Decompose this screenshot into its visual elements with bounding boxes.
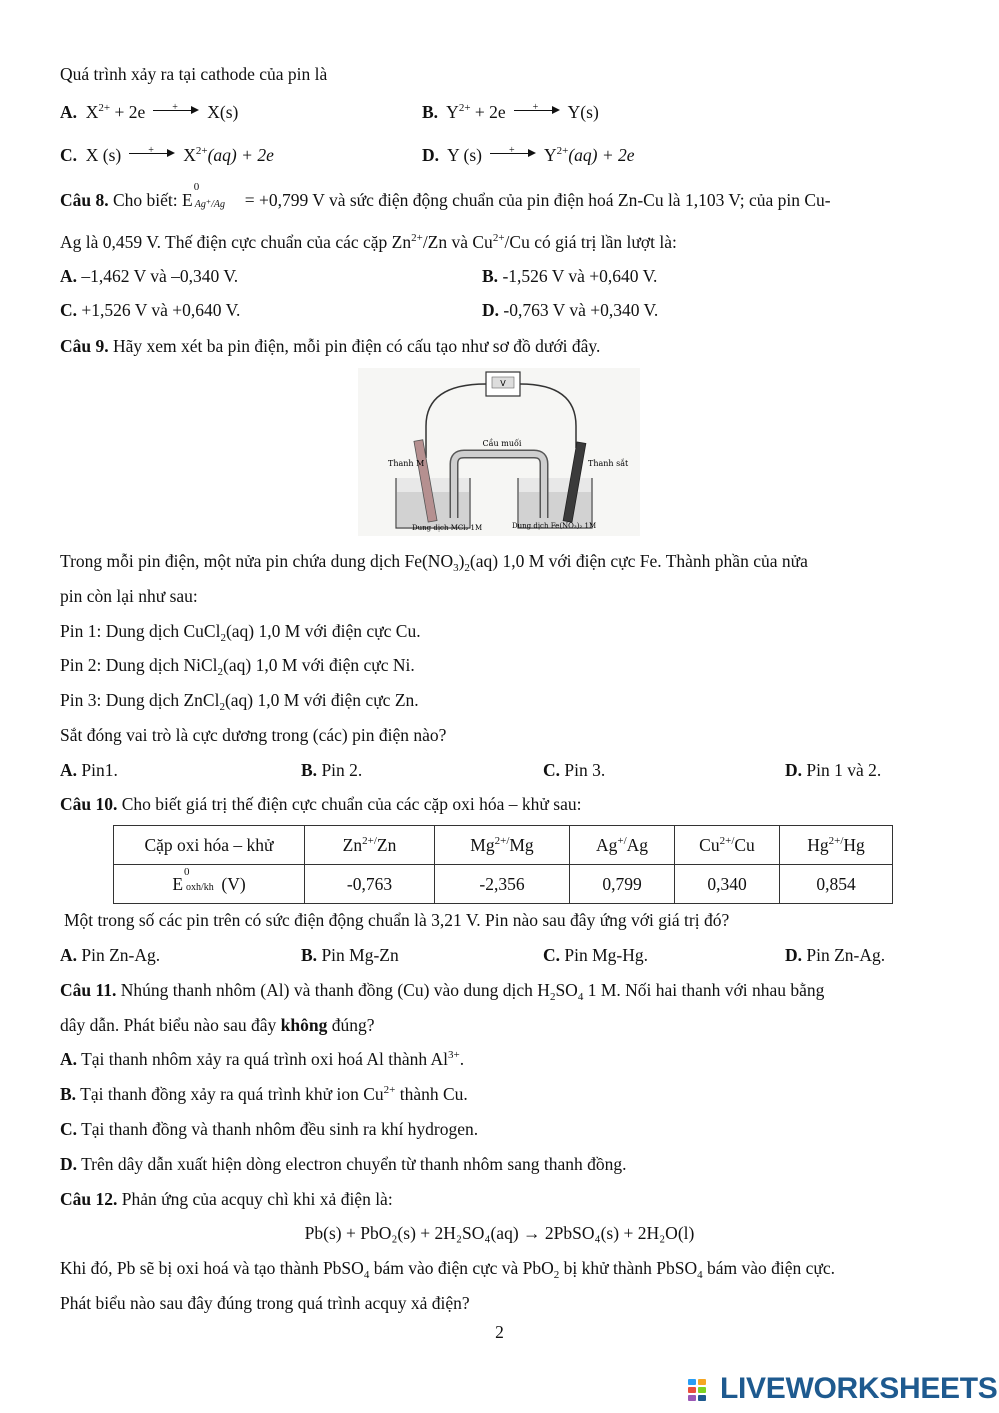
table-row (114, 826, 893, 865)
q9-stem: Câu 9. Hãy xem xét ba pin điện, mỗi pin điện có cấu tạo như sơ đồ dưới đây. (60, 336, 601, 356)
brand-name: LIVEWORKSHEETS (720, 1372, 998, 1405)
table-cell: 0,799 (570, 865, 675, 904)
q11-option-c[interactable]: C. Tại thanh đồng và thanh nhôm đều sinh ra khí hydrogen. (60, 1119, 479, 1139)
q12-equation: Pb(s) + PbO₂(s) + 2H₂SO₄(aq) → 2PbSO₄(s) + 2H₂O(l) (304, 1223, 695, 1243)
q8-label: Câu 8. (60, 190, 109, 210)
q9-pin-3: Pin 3: Dung dịch ZnCl$_2$(aq) 1,0 M với điện cực Zn. (60, 690, 419, 713)
redox-potential-table (113, 825, 893, 904)
table-cell: 0,854 (780, 865, 893, 904)
q8-option-d[interactable]: D. -0,763 V và +0,340 V. (482, 300, 659, 320)
q7-option-d[interactable]: D. Y (s) + $Y^{2+}(aq) + 2e$ (422, 145, 635, 165)
q7-stem: Quá trình xảy ra tại cathode của pin là (60, 64, 328, 84)
q11-option-d[interactable]: D. Trên dây dẫn xuất hiện dòng electron chuyển từ thanh nhôm sang thanh đồng. (60, 1154, 627, 1174)
q11-option-a[interactable]: A. Tại thanh nhôm xảy ra quá trình oxi hoá Al thành $Al^{3+}$. (60, 1049, 465, 1069)
table-header-cell: $Mg^{2+/}Mg$ (435, 826, 570, 865)
left-rod-label: Thanh M (388, 459, 425, 468)
q8-option-b[interactable]: B. -1,526 V và +0,640 V. (482, 266, 658, 286)
q12-line-2: Phát biểu nào sau đây đúng trong quá trình acquy xả điện? (60, 1293, 470, 1313)
q9-intro-1: Trong mỗi pin điện, một nửa pin chứa dung dịch $Fe(NO_3)_2(aq)$ 1,0 M với điện cực Fe. Thành phần của nửa (60, 551, 808, 574)
q11-option-b[interactable]: B. Tại thanh đồng xảy ra quá trình khử ion $Cu^{2+}$ thành Cu. (60, 1084, 468, 1104)
q9-option-d[interactable]: D. Pin 1 và 2. (785, 760, 882, 780)
q10-option-c[interactable]: C. Pin Mg-Hg. (543, 945, 649, 965)
q10-stem: Câu 10. Cho biết giá trị thế điện cực chuẩn của các cặp oxi hóa – khử sau: (60, 794, 582, 814)
left-solution-label: Dung dịch MCl₂ 1M (412, 524, 483, 532)
liveworksheets-logo-icon (688, 1377, 718, 1401)
q9-option-c[interactable]: C. Pin 3. (543, 760, 606, 780)
right-rod-label: Thanh sắt (588, 459, 629, 468)
q9-question: Sắt đóng vai trò là cực dương trong (các) pin điện nào? (60, 725, 447, 745)
q8-option-a[interactable]: A. –1,462 V và –0,340 V. (60, 266, 239, 286)
galvanic-cell-diagram (358, 368, 640, 536)
q10-option-a[interactable]: A. Pin Zn-Ag. (60, 945, 161, 965)
table-row-label: E 0 oxh/kh (V) (114, 865, 305, 904)
q10-option-b[interactable]: B. Pin Mg-Zn (301, 945, 399, 965)
table-header-cell: $Zn^{2+/}Zn$ (305, 826, 435, 865)
table-header-cell: $Hg^{2+/}Hg$ (780, 826, 893, 865)
q7-option-a[interactable]: A. $X^{2+} + 2e$ + X(s) (60, 102, 239, 122)
q12-line-1: Khi đó, Pb sẽ bị oxi hoá và tạo thành PbSO$_4$ bám vào điện cực và PbO$_2$ bị khử thành PbSO$_4$ bám vào điện cực. (60, 1258, 836, 1281)
liveworksheets-logo[interactable] (688, 1372, 998, 1406)
q12-stem: Câu 12. Phản ứng của acquy chì khi xả điện là: (60, 1189, 393, 1209)
q9-option-b[interactable]: B. Pin 2. (301, 760, 363, 780)
q9-pin-1: Pin 1: Dung dịch CuCl$_2$(aq) 1,0 M với điện cực Cu. (60, 621, 421, 644)
q11-line-1: Câu 11. Nhúng thanh nhôm (Al) và thanh đồng (Cu) vào dung dịch $H_2SO_4$ 1 M. Nối hai thanh với nhau bằng (60, 980, 825, 1003)
q9-intro-2: pin còn lại như sau: (60, 586, 198, 606)
table-cell: 0,340 (675, 865, 780, 904)
salt-bridge-label: Cầu muối (482, 439, 522, 448)
galvanic-cell-figure (358, 368, 640, 536)
table-row (114, 865, 893, 904)
q8-option-c[interactable]: C. +1,526 V và +0,640 V. (60, 300, 241, 320)
q9-option-a[interactable]: A. Pin1. (60, 760, 118, 780)
arrow-icon: + (153, 104, 199, 116)
q11-line-2: dây dẫn. Phát biểu nào sau đây không đúng? (60, 1015, 375, 1035)
table-header-cell: Cặp oxi hóa – khử (114, 826, 305, 865)
q8-line-2: Ag là 0,459 V. Thế điện cực chuẩn của các cặp $Zn^{2+}/Zn$ và $Cu^{2+}/Cu$ có giá trị lần lượt là: (60, 232, 677, 252)
q9-pin-2: Pin 2: Dung dịch NiCl$_2$(aq) 1,0 M với điện cực Ni. (60, 655, 415, 678)
table-header-cell: Ag+/Ag (570, 826, 675, 865)
table-cell: -0,763 (305, 865, 435, 904)
voltmeter-label: V (500, 379, 506, 388)
arrow-icon: + (514, 104, 560, 116)
page-number: 2 (495, 1322, 504, 1342)
q10-option-d[interactable]: D. Pin Zn-Ag. (785, 945, 886, 965)
table-cell: -2,356 (435, 865, 570, 904)
arrow-icon: + (490, 147, 536, 159)
q10-question: Một trong số các pin trên có sức điện động chuẩn là 3,21 V. Pin nào sau đây ứng với giá trị đó? (64, 910, 730, 930)
right-solution-label: Dung dịch Fe(NO₃)₂ 1M (512, 522, 597, 530)
q7-option-b[interactable]: B. $Y^{2+} + 2e$ + Y(s) (422, 102, 599, 122)
q8-line-1: Câu 8. Cho biết: E 0 Ag⁺/Ag = +0,799 V và sức điện động chuẩn của pin điện hoá Zn-Cu là 1,103 V; của pin Cu- (60, 181, 831, 210)
table-header-cell: $Cu^{2+/}Cu$ (675, 826, 780, 865)
q7-option-c[interactable]: C. X (s) + $X^{2+}(aq) + 2e$ (60, 145, 274, 165)
arrow-icon: + (129, 147, 175, 159)
